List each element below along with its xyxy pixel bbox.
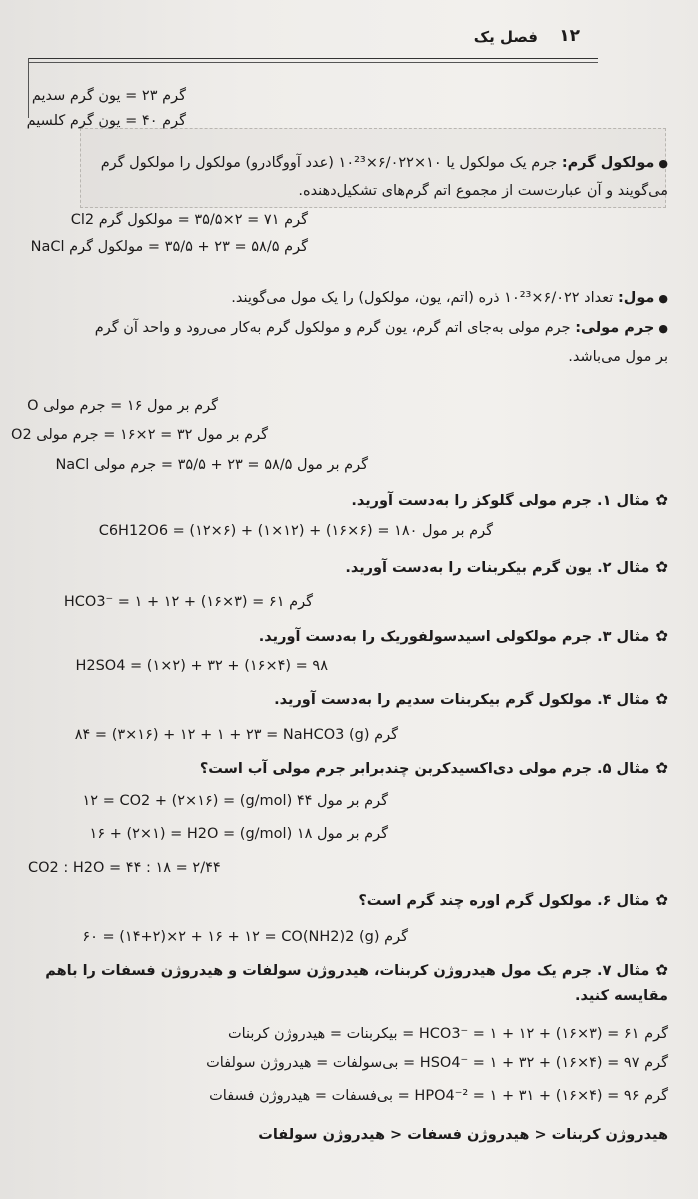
example-7-result: هیدروژن کربنات < هیدروژن فسفات < هیدروژن سولفات bbox=[258, 1127, 668, 1143]
term-molecule-gram: ● مولکول گرم: bbox=[562, 155, 668, 171]
example-3 bbox=[259, 626, 668, 647]
definition-text: تعداد ۶/۰۲۲×۱۰²³ ذره (اتم، یون، مولکول) را یک مول می‌گویند. bbox=[231, 290, 614, 306]
margin-rule bbox=[28, 58, 29, 118]
example-7-calc-carbonate: گرم ۶۱ = (۳×۱۶) + ۱۲ + ۱ = ⁻HCO3 = بیکربنات = هیدروژن کربنات bbox=[227, 1026, 668, 1042]
example-4 bbox=[274, 689, 668, 710]
example-3-calc: ۹۸ = (۴×۱۶) + ۳۲ + (۲×۱) = H2SO4 bbox=[75, 658, 328, 674]
term-mole: ● مول: bbox=[618, 290, 668, 306]
example-1-calc: گرم بر مول ۱۸۰ = (۶×۱۶) + (۱۲×۱) + (۶×۱۲) = C6H12O6 bbox=[98, 523, 493, 539]
star-icon: ✿ bbox=[655, 690, 668, 708]
example-5-calc-h2o: گرم بر مول ۱۸ (g/mol) = ۱۶ + (۲×۱) = H2O bbox=[89, 826, 388, 842]
definition-molar-mass bbox=[95, 318, 668, 339]
example-4-calc: گرم (g) ۸۴ = (۳×۱۶) + ۱۲ + ۱ + ۲۳ = NaHCO3 bbox=[74, 727, 398, 743]
ion-gram-sodium: گرم ۲۳ = یون گرم سدیم bbox=[31, 88, 186, 104]
ion-gram-calcium: گرم ۴۰ = یون گرم کلسیم bbox=[26, 113, 186, 129]
example-2 bbox=[345, 557, 668, 578]
example-text: مثال ۲. یون گرم بیکربنات را به‌دست آورید. bbox=[345, 560, 650, 576]
example-6-calc: گرم (g) ۶۰ = (۱۴+۲)×۲ + ۱۶ + ۱۲ = CO(NH2)2 bbox=[82, 929, 408, 945]
definition-molecule-gram bbox=[101, 153, 668, 174]
definition-text: جرم یک مولکول یا ۱۰×۶/۰۲۲×۱۰²³ (عدد آووگادرو) مولکول را مولکول گرم bbox=[100, 155, 558, 171]
star-icon: ✿ bbox=[655, 491, 668, 509]
term-molar-mass: ● جرم مولی: bbox=[575, 320, 668, 336]
header-rule bbox=[28, 58, 598, 63]
calc-molar-mass-nacl: گرم بر مول ۵۸/۵ = ۲۳ + ۳۵/۵ = جرم مولی NaCl bbox=[55, 457, 368, 473]
definition-mole bbox=[231, 288, 668, 309]
example-7-calc-sulfate: گرم ۹۷ = (۴×۱۶) + ۳۲ + ۱ = ⁻HSO4 = بی‌سولفات = هیدروژن سولفات bbox=[206, 1055, 668, 1071]
example-text: مثال ۱. جرم مولی گلوکز را به‌دست آورید. bbox=[351, 493, 650, 509]
calc-molar-mass-o: گرم بر مول ۱۶ = جرم مولی O bbox=[27, 398, 218, 414]
definition-continuation: بر مول می‌باشد. bbox=[568, 349, 668, 365]
definition-continuation: می‌گویند و آن عبارت‌ست از مجموع اتم گرم‌های تشکیل‌دهنده. bbox=[298, 183, 668, 199]
example-text: مثال ۴. مولکول گرم بیکربنات سدیم را به‌دست آورید. bbox=[274, 692, 650, 708]
chapter-title: فصل یک bbox=[473, 28, 538, 46]
example-7-continuation: مقایسه کنید. bbox=[574, 988, 668, 1004]
example-text: مثال ۵. جرم مولی دی‌اکسیدکربن چندبرابر جرم مولی آب است؟ bbox=[199, 761, 650, 777]
example-text: مثال ۶. مولکول گرم اوره چند گرم است؟ bbox=[358, 893, 650, 909]
example-5-calc-co2: گرم بر مول ۴۴ (g/mol) = (۲×۱۶) + ۱۲ = CO2 bbox=[82, 793, 388, 809]
star-icon: ✿ bbox=[655, 961, 668, 979]
example-text: مثال ۳. جرم مولکولی اسیدسولفوریک را به‌دست آورید. bbox=[258, 629, 650, 645]
star-icon: ✿ bbox=[655, 558, 668, 576]
definition-text: جرم مولی به‌جای اتم گرم، یون گرم و مولکول گرم به‌کار می‌رود و واحد آن گرم bbox=[94, 320, 571, 336]
star-icon: ✿ bbox=[655, 627, 668, 645]
example-7 bbox=[45, 960, 668, 981]
calc-molar-mass-o2: گرم بر مول ۳۲ = ۲×۱۶ = جرم مولی O2 bbox=[11, 427, 268, 443]
star-icon: ✿ bbox=[655, 891, 668, 909]
page-header bbox=[0, 22, 698, 52]
example-7-calc-phosphate: گرم ۹۶ = (۴×۱۶) + ۳۱ + ۱ = ²⁻HPO4 = بی‌فسفات = هیدروژن فسفات bbox=[209, 1088, 668, 1104]
example-5-ratio: CO2 : H2O = ۴۴ : ۱۸ = ۲/۴۴ bbox=[28, 860, 221, 876]
example-text: مثال ۷. جرم یک مول هیدروژن کربنات، هیدروژن سولفات و هیدروژن فسفات را باهم bbox=[45, 963, 650, 979]
example-5 bbox=[200, 758, 668, 779]
calc-nacl: گرم ۵۸/۵ = ۲۳ + ۳۵/۵ = مولکول گرم NaCl bbox=[30, 239, 308, 255]
calc-cl2: گرم ۷۱ = ۲×۳۵/۵ = مولکول گرم Cl2 bbox=[70, 212, 308, 228]
star-icon: ✿ bbox=[655, 759, 668, 777]
example-2-calc: گرم ۶۱ = (۳×۱۶) + ۱۲ + ۱ = ⁻HCO3 bbox=[63, 594, 313, 610]
page-number: ۱۲ bbox=[559, 26, 580, 46]
example-1 bbox=[351, 490, 668, 511]
example-6 bbox=[358, 890, 668, 911]
